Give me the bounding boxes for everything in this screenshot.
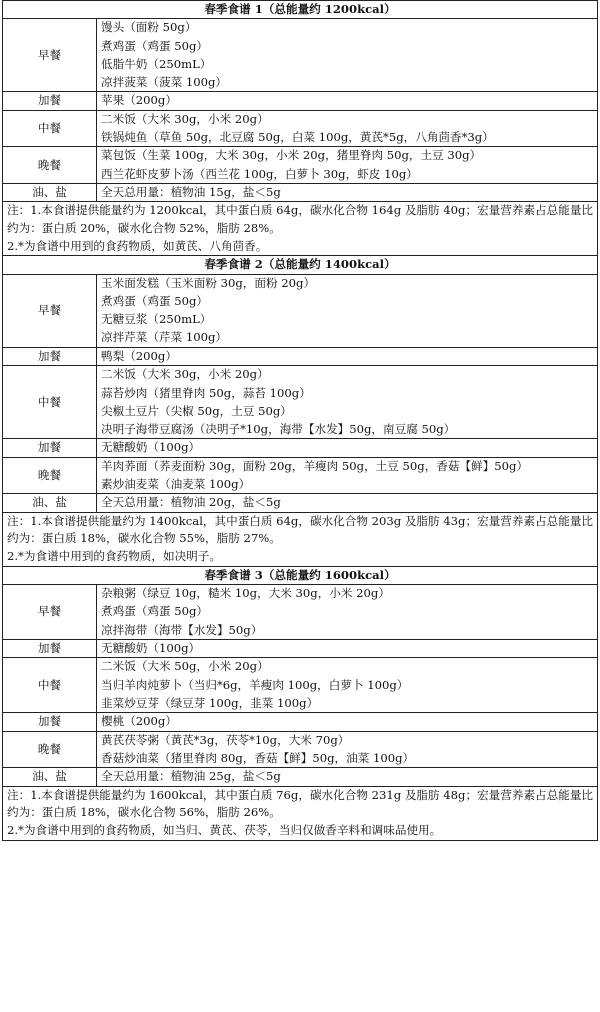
meal-row	[3, 147, 598, 184]
meal-name: 中餐	[3, 110, 97, 147]
meal-name: 晚餐	[3, 457, 97, 494]
meal-item: 凉拌芹菜（芹菜 100g）	[101, 330, 227, 345]
meal-name: 油、盐	[3, 768, 97, 786]
meal-item: 黄芪茯苓粥（黄芪*3g，茯苓*10g，大米 70g）	[101, 732, 350, 747]
meal-item: 煮鸡蛋（鸡蛋 50g）	[101, 38, 209, 53]
note-line: 2.*为食谱中用到的食药物质，如当归、黄芪、茯苓，当归仅做香辛料和调味品使用。	[7, 823, 442, 838]
meal-item: 当归羊肉炖萝卜（当归*6g，羊瘦肉 100g，白萝卜 100g）	[101, 677, 409, 692]
note-line: 注：1.本食谱提供能量约为 1400kcal，其中蛋白质 64g，碳水化合物 203g 及脂肪 43g；宏量营养素占总能量比约为：蛋白质 18%，碳水化合物 55%，脂肪 27%。	[7, 513, 594, 546]
meal-row	[3, 658, 598, 713]
document-page	[2, 0, 598, 841]
meal-item: 煮鸡蛋（鸡蛋 50g）	[101, 294, 209, 309]
section-notes	[3, 202, 598, 256]
meal-item: 铁锅炖鱼（草鱼 50g，北豆腐 50g，白菜 100g，黄芪*5g，八角茴香*3g）	[101, 130, 494, 145]
meal-item: 凉拌菠菜（菠菜 100g）	[101, 75, 227, 90]
meal-item: 无糖酸奶（100g）	[101, 640, 201, 655]
meal-row	[3, 92, 598, 110]
meal-item: 玉米面发糕（玉米面粉 30g，面粉 20g）	[101, 275, 316, 290]
meal-items	[97, 92, 598, 110]
meal-name: 油、盐	[3, 184, 97, 202]
meal-item: 羊肉荞面（荞麦面粉 30g，面粉 20g，羊瘦肉 50g，土豆 50g，香菇【鲜】50g）	[101, 458, 529, 473]
meal-items	[97, 347, 598, 365]
meal-items	[97, 585, 598, 640]
meal-row	[3, 347, 598, 365]
meal-item: 低脂牛奶（250mL）	[101, 56, 212, 71]
meal-row	[3, 639, 598, 657]
meal-name: 早餐	[3, 274, 97, 347]
meal-name: 晚餐	[3, 731, 97, 768]
note-row	[3, 512, 598, 566]
section-title-row	[3, 1, 598, 19]
section-notes	[3, 512, 598, 566]
meal-item: 素炒油麦菜（油麦菜 100g）	[101, 476, 251, 491]
meal-items	[97, 184, 598, 202]
meal-name: 加餐	[3, 713, 97, 731]
meal-items	[97, 19, 598, 92]
meal-item: 尖椒土豆片（尖椒 50g，土豆 50g）	[101, 403, 292, 418]
section-title-row	[3, 566, 598, 584]
meal-items	[97, 658, 598, 713]
meal-items	[97, 366, 598, 439]
meal-item: 樱桃（200g）	[101, 714, 177, 729]
meal-items	[97, 731, 598, 768]
meal-row	[3, 494, 598, 512]
meal-row	[3, 274, 598, 347]
meal-item: 全天总用量：植物油 15g，盐＜5g	[101, 185, 281, 200]
meal-row	[3, 457, 598, 494]
section-title: 春季食谱 1（总能量约 1200kcal）	[3, 1, 598, 19]
meal-item: 西兰花虾皮萝卜汤（西兰花 100g，白萝卜 30g，虾皮 10g）	[101, 166, 418, 181]
meal-item: 杂粮粥（绿豆 10g，糙米 10g，大米 30g，小米 20g）	[101, 586, 390, 601]
section-title-row	[3, 256, 598, 274]
meal-item: 蒜苔炒肉（猪里脊肉 50g，蒜苔 100g）	[101, 385, 311, 400]
meal-item: 全天总用量：植物油 20g，盐＜5g	[101, 495, 281, 510]
meal-name: 加餐	[3, 347, 97, 365]
meal-item: 馒头（面粉 50g）	[101, 20, 197, 35]
meal-row	[3, 439, 598, 457]
note-line: 注：1.本食谱提供能量约为 1600kcal，其中蛋白质 76g，碳水化合物 231g 及脂肪 48g；宏量营养素占总能量比约为：蛋白质 18%，碳水化合物 56%，脂肪 26%。	[7, 787, 594, 820]
meal-item: 凉拌海带（海带【水发】50g）	[101, 622, 263, 637]
meal-items	[97, 110, 598, 147]
meal-item: 无糖酸奶（100g）	[101, 440, 201, 455]
note-row	[3, 202, 598, 256]
meal-item: 鸭梨（200g）	[101, 348, 177, 363]
meal-item: 韭菜炒豆芽（绿豆芽 100g，韭菜 100g）	[101, 695, 319, 710]
meal-items	[97, 713, 598, 731]
meal-items	[97, 457, 598, 494]
meal-name: 中餐	[3, 366, 97, 439]
meal-item: 苹果（200g）	[101, 93, 177, 108]
meal-items	[97, 147, 598, 184]
meal-row	[3, 585, 598, 640]
meal-item: 二米饭（大米 30g，小米 20g）	[101, 367, 269, 382]
meal-row	[3, 110, 598, 147]
meal-name: 晚餐	[3, 147, 97, 184]
meal-name: 加餐	[3, 439, 97, 457]
meal-name: 早餐	[3, 585, 97, 640]
meal-item: 香菇炒油菜（猪里脊肉 80g，香菇【鲜】50g，油菜 100g）	[101, 750, 415, 765]
meal-items	[97, 494, 598, 512]
meal-items	[97, 274, 598, 347]
meal-name: 油、盐	[3, 494, 97, 512]
meal-item: 二米饭（大米 30g，小米 20g）	[101, 111, 269, 126]
meal-item: 煮鸡蛋（鸡蛋 50g）	[101, 604, 209, 619]
meal-row	[3, 713, 598, 731]
meal-name: 加餐	[3, 92, 97, 110]
meal-row	[3, 184, 598, 202]
section-title: 春季食谱 3（总能量约 1600kcal）	[3, 566, 598, 584]
meal-item: 二米饭（大米 50g，小米 20g）	[101, 659, 269, 674]
note-row	[3, 786, 598, 840]
menu-table	[2, 0, 598, 841]
meal-name: 早餐	[3, 19, 97, 92]
meal-items	[97, 439, 598, 457]
note-line: 2.*为食谱中用到的食药物质，如黄芪、八角茴香。	[7, 239, 268, 254]
meal-name: 中餐	[3, 658, 97, 713]
note-line: 注：1.本食谱提供能量约为 1200kcal，其中蛋白质 64g，碳水化合物 164g 及脂肪 40g；宏量营养素占总能量比约为：蛋白质 20%，碳水化合物 52%，脂肪 28%。	[7, 203, 594, 235]
meal-items	[97, 768, 598, 786]
meal-name: 加餐	[3, 639, 97, 657]
meal-row	[3, 19, 598, 92]
meal-item: 决明子海带豆腐汤（决明子*10g，海带【水发】50g，南豆腐 50g）	[101, 421, 456, 436]
meal-row	[3, 731, 598, 768]
meal-item: 菜包饭（生菜 100g，大米 30g，小米 20g，猪里脊肉 50g，土豆 30g）	[101, 148, 482, 163]
section-title: 春季食谱 2（总能量约 1400kcal）	[3, 256, 598, 274]
meal-row	[3, 366, 598, 439]
meal-items	[97, 639, 598, 657]
meal-item: 无糖豆浆（250mL）	[101, 312, 212, 327]
meal-row	[3, 768, 598, 786]
note-line: 2.*为食谱中用到的食药物质，如决明子。	[7, 549, 221, 564]
section-notes	[3, 786, 598, 840]
meal-item: 全天总用量：植物油 25g，盐＜5g	[101, 769, 281, 784]
